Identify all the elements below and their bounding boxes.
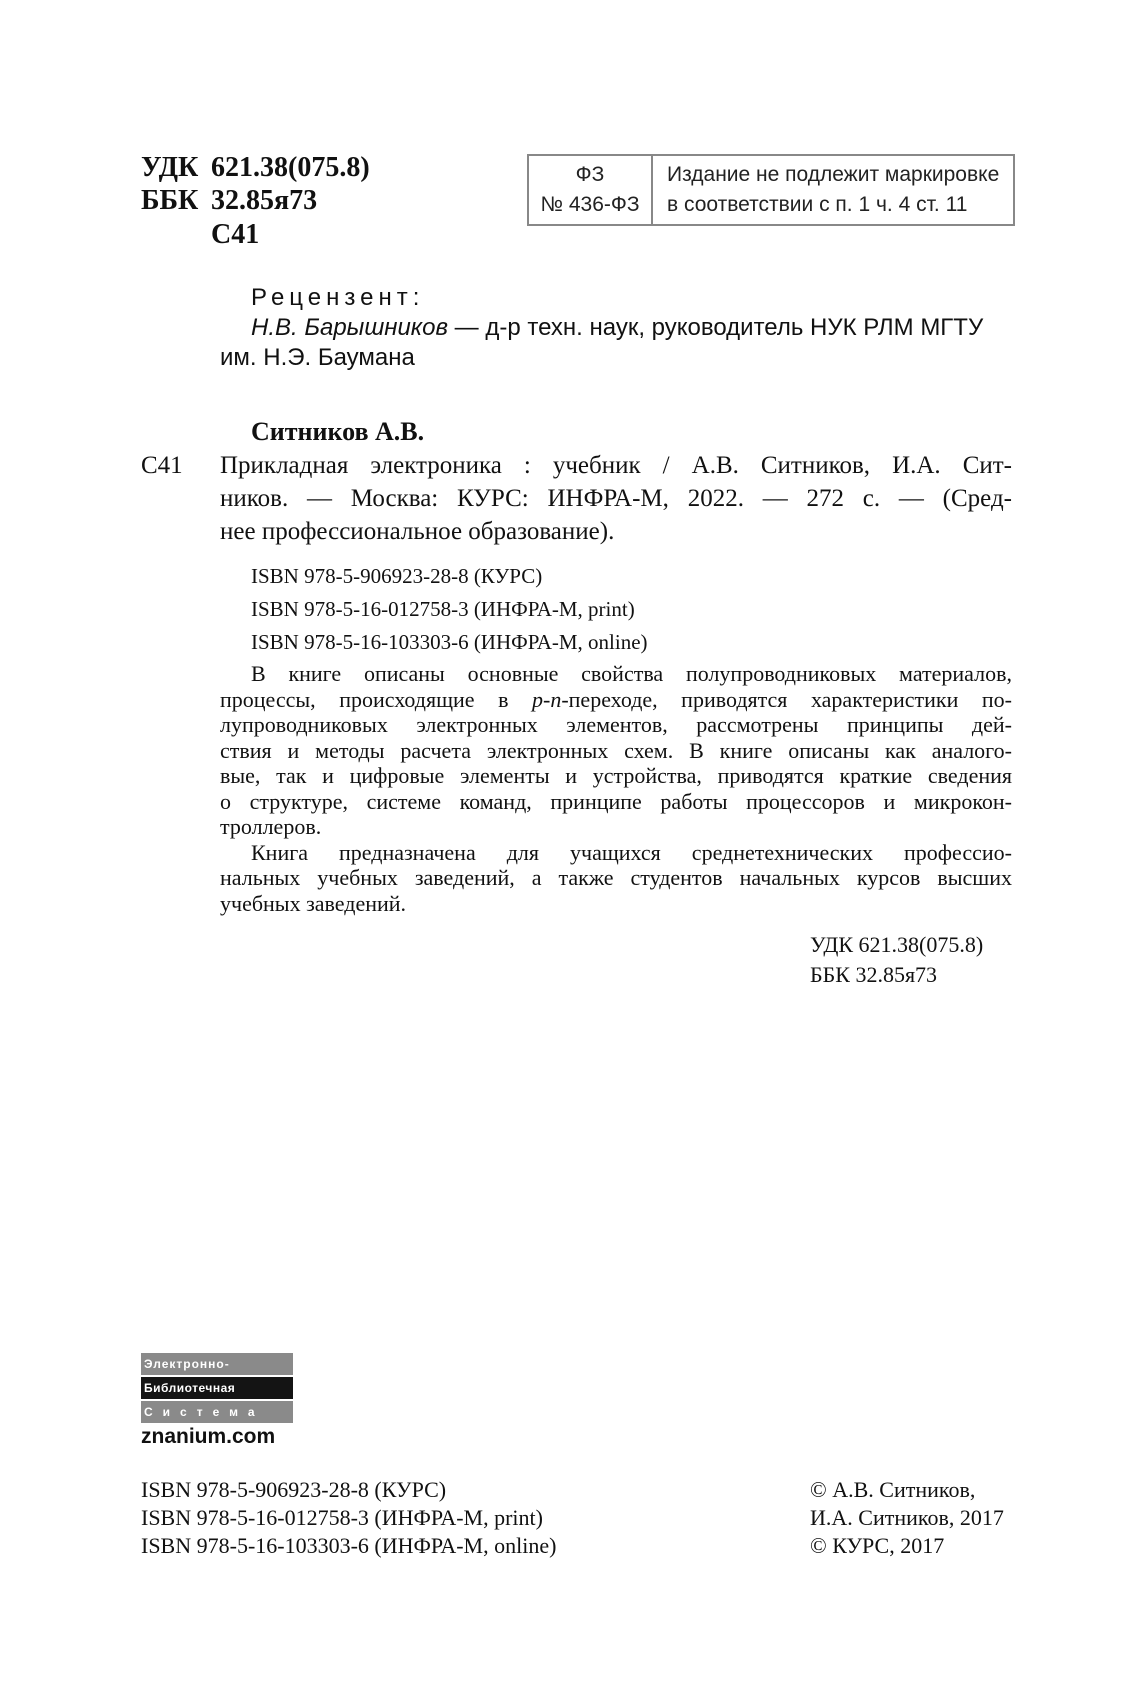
annotation-p2-line1: Книга предназначена для учащихся среднетехнических профессио-: [251, 839, 1012, 865]
annotation-p1-line5: вые, так и цифровые элементы и устройства, приводятся краткие сведения: [220, 763, 1012, 788]
bbk-value: 32.85я73: [211, 185, 318, 216]
bibliography-author: Ситников А.В.: [251, 417, 425, 446]
copyright-line2: И.А. Ситников, 2017: [810, 1505, 1004, 1530]
bibliography-line3: нее профессиональное образование).: [220, 518, 615, 545]
pn-junction-term: p-n: [532, 686, 562, 712]
isbn-infra-online: ISBN 978-5-16-103303-6 (ИНФРА-М, online): [251, 630, 648, 654]
annotation-p1-line2a: процессы, происходящие в: [220, 686, 532, 712]
annotation-p1-line7: троллеров.: [220, 814, 322, 839]
logo-url: znanium.com: [141, 1425, 276, 1448]
isbn-infra-print: ISBN 978-5-16-012758-3 (ИНФРА-М, print): [251, 597, 635, 621]
copyright-line1: © А.В. Ситников,: [810, 1477, 976, 1502]
udk-label: УДК: [141, 152, 199, 183]
bbk-repeat: ББК 32.85я73: [810, 962, 938, 987]
reviewer-name: Н.В. Барышников: [251, 314, 449, 341]
reviewer-desc-line1: — д-р техн. наук, руководитель НУК РЛМ МГТУ: [448, 314, 984, 341]
annotation-p1-line4: ствия и методы расчета электронных схем. В книге описаны как аналого-: [220, 737, 1012, 763]
fz-law-cell: [529, 156, 653, 224]
annotation-p1-line6: о структуре, системе команд, принципе работы процессоров и микрокон-: [220, 788, 1012, 814]
bibliography-line1: Прикладная электроника : учебник / А.В. Ситников, И.А. Сит-: [220, 452, 1012, 479]
udk-repeat: УДК 621.38(075.8): [810, 932, 984, 957]
fz-law-line2: № 436-ФЗ: [540, 193, 640, 216]
udk-line: [141, 151, 370, 184]
fz-notice-cell: [653, 156, 999, 224]
age-marking-notice: [527, 154, 1015, 226]
annotation-p1-line3: лупроводниковых электронных элементов, рассмотрены принципы дей-: [220, 712, 1012, 737]
annotation-p1-line1: В книге описаны основные свойства полупроводниковых материалов,: [251, 661, 1012, 686]
logo-line1: Электронно-: [141, 1353, 293, 1375]
annotation-p1-line2: [220, 687, 1012, 713]
annotation: [220, 661, 1012, 916]
bbk-line: [141, 184, 317, 217]
bottom-isbn-infra-print: ISBN 978-5-16-012758-3 (ИНФРА-М, print): [141, 1505, 543, 1530]
reviewer-line: [251, 314, 983, 342]
bbk-label: ББК: [141, 185, 199, 216]
bibliography-sign: С41: [141, 452, 183, 479]
fz-notice-line1: Издание не подлежит маркировке: [667, 163, 1000, 186]
bottom-isbn-infra-online: ISBN 978-5-16-103303-6 (ИНФРА-М, online): [141, 1533, 557, 1558]
annotation-p2-line3: учебных заведений.: [220, 890, 407, 916]
copyright-line3: © КУРС, 2017: [810, 1533, 945, 1558]
logo-line2: Библиотечная: [141, 1377, 293, 1399]
isbn-kurs: ISBN 978-5-906923-28-8 (КУРС): [251, 564, 543, 588]
logo-line3: Система: [141, 1401, 293, 1423]
annotation-p1-line2c: -переходе, приводятся характеристики по-: [561, 686, 1012, 712]
udk-value: 621.38(075.8): [211, 152, 370, 183]
fz-law-line1: ФЗ: [575, 163, 605, 186]
annotation-p2-line2: нальных учебных заведений, а также студентов начальных курсов высших: [220, 865, 1012, 890]
bibliography-line2: ников. — Москва: КУРС: ИНФРА-М, 2022. — 272 с. — (Сред-: [220, 485, 1012, 512]
reviewer-heading: Рецензент:: [251, 284, 425, 311]
bottom-isbn-kurs: ISBN 978-5-906923-28-8 (КУРС): [141, 1477, 447, 1502]
reviewer-desc-line2: им. Н.Э. Баумана: [220, 344, 415, 371]
fz-notice-line2: в соответствии с п. 1 ч. 4 ст. 11: [667, 193, 968, 216]
author-sign: С41: [211, 219, 260, 250]
znanium-logo: [141, 1353, 293, 1449]
